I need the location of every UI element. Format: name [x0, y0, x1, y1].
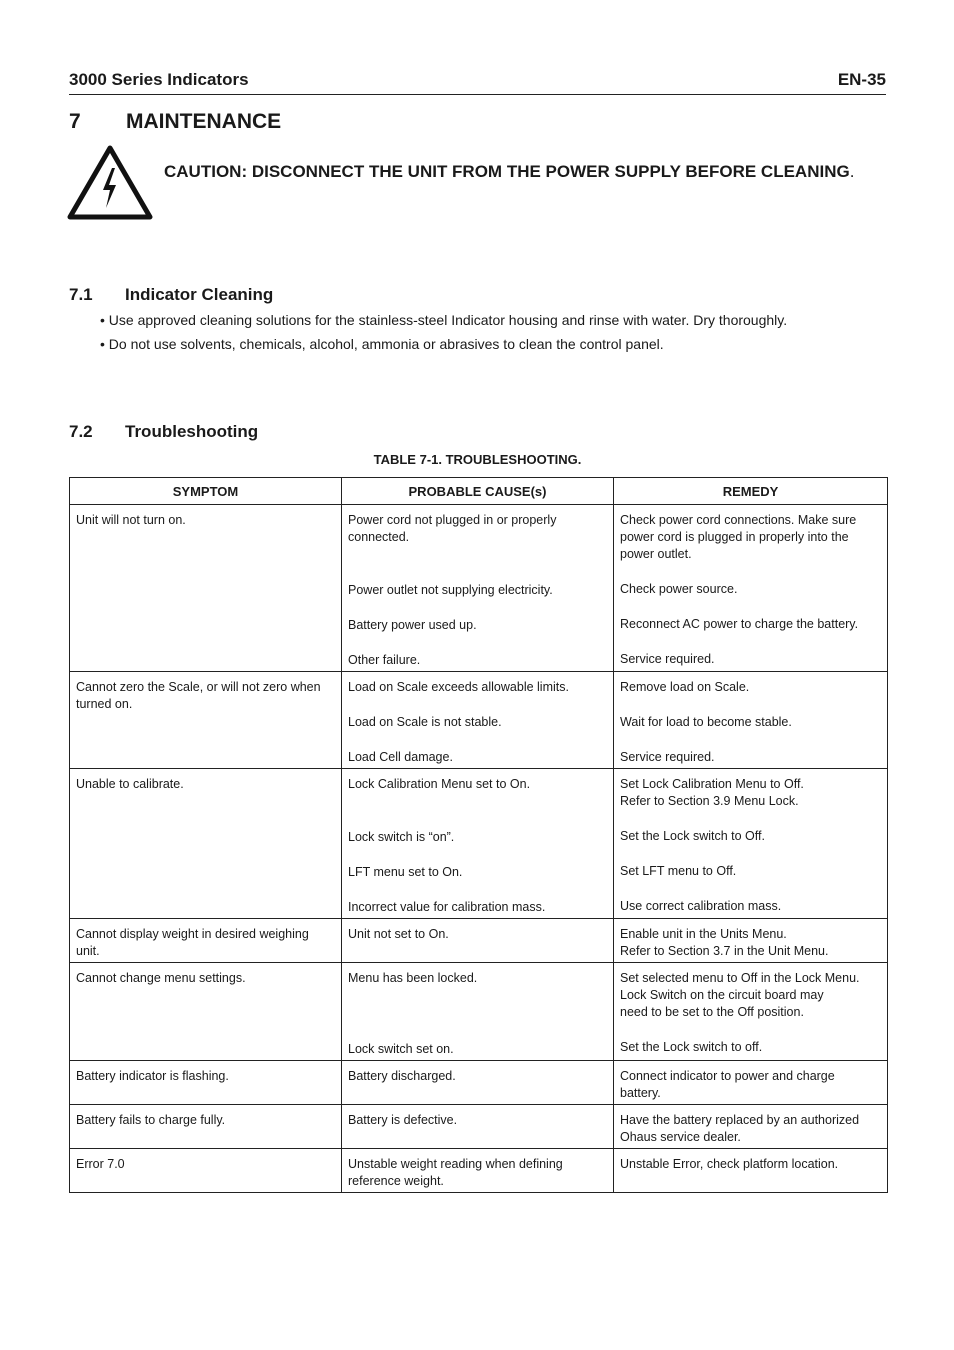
remedy-text: power outlet. [620, 547, 692, 561]
cause-text: Other failure. [348, 653, 421, 667]
section-heading [69, 110, 281, 134]
remedy-text: Have the battery replaced by an authorized [620, 1113, 860, 1127]
symptom-text: Battery indicator is flashing. [76, 1069, 229, 1083]
table-row [70, 1105, 888, 1149]
symptom-text: Battery fails to charge fully. [76, 1113, 226, 1127]
cause-text: Unstable weight reading when defining [348, 1157, 563, 1171]
symptom-text: Unit will not turn on. [76, 513, 186, 527]
table-cell-remedy [614, 505, 888, 672]
table-cell-symptom [70, 1061, 342, 1105]
remedy-text [620, 880, 881, 898]
subsection-number: 7.1 [69, 285, 93, 304]
cause-text [348, 696, 607, 714]
remedy-text: Unstable Error, check platform location. [620, 1157, 839, 1171]
table-cell-cause [342, 769, 614, 919]
remedy-text: Lock Switch on the circuit board may [620, 988, 824, 1002]
remedy-text: Enable unit in the Units Menu. [620, 927, 787, 941]
remedy-text: Remove load on Scale. [620, 680, 750, 694]
cause-text: Lock switch is “on”. [348, 830, 455, 844]
table-cell-symptom [70, 505, 342, 672]
remedy-text: Set LFT menu to Off. [620, 864, 737, 878]
remedy-text [620, 845, 881, 863]
cause-text [348, 731, 607, 749]
subsection-title: Indicator Cleaning [125, 285, 274, 304]
cause-text: Unit not set to On. [348, 927, 449, 941]
table-cell-cause [342, 919, 614, 963]
remedy-text [620, 633, 881, 651]
remedy-text: Connect indicator to power and charge [620, 1069, 835, 1083]
page-header [69, 66, 886, 95]
cause-text [348, 599, 607, 617]
remedy-text: Set Lock Calibration Menu to Off. [620, 777, 804, 791]
symptom-text: Unable to calibrate. [76, 777, 184, 791]
remedy-text: Service required. [620, 750, 715, 764]
cause-text: Load Cell damage. [348, 750, 453, 764]
cause-text: Power outlet not supplying electricity. [348, 583, 553, 597]
remedy-text: Check power cord connections. Make sure [620, 513, 857, 527]
table-row [70, 1061, 888, 1105]
remedy-text: Service required. [620, 652, 715, 666]
cause-text [348, 1023, 607, 1041]
cause-text [348, 564, 607, 582]
symptom-text: unit. [76, 944, 100, 958]
symptom-text: Cannot zero the Scale, or will not zero when [76, 680, 321, 694]
cleaning-bullet-1: • Use approved cleaning solutions for the stainless-steel Indicator housing and rinse with water. Dry thoroughly. [100, 312, 788, 328]
subsection-heading-troubleshooting [69, 422, 258, 442]
cause-text [348, 793, 607, 811]
remedy-text: Use correct calibration mass. [620, 899, 782, 913]
table-cell-remedy [614, 1149, 888, 1193]
table-cell-remedy [614, 919, 888, 963]
table-row [70, 769, 888, 919]
cause-text: Battery power used up. [348, 618, 477, 632]
page-number: EN-35 [837, 70, 886, 89]
cause-text [348, 811, 607, 829]
table-header-row [70, 478, 888, 505]
table-cell-symptom [70, 1149, 342, 1193]
remedy-text [620, 696, 881, 714]
remedy-text: Check power source. [620, 582, 738, 596]
column-header-symptom: SYMPTOM [70, 478, 342, 505]
table-cell-cause [342, 505, 614, 672]
symptom-text: Error 7.0 [76, 1157, 125, 1171]
cause-text: Load on Scale exceeds allowable limits. [348, 680, 569, 694]
cause-text [348, 987, 607, 1005]
table-cell-cause [342, 963, 614, 1061]
troubleshooting-table [69, 477, 888, 1193]
table-cell-cause [342, 1149, 614, 1193]
table-row [70, 505, 888, 672]
remedy-text: Ohaus service dealer. [620, 1130, 741, 1144]
table-cell-symptom [70, 769, 342, 919]
table-row [70, 1149, 888, 1193]
table-cell-cause [342, 672, 614, 769]
cause-text: Lock switch set on. [348, 1042, 454, 1056]
remedy-text: battery. [620, 1086, 661, 1100]
high-voltage-warning-icon [66, 144, 154, 222]
table-cell-remedy [614, 1105, 888, 1149]
table-cell-symptom [70, 919, 342, 963]
remedy-text: Refer to Section 3.7 in the Unit Menu. [620, 944, 829, 958]
cause-text: Power cord not plugged in or properly [348, 513, 557, 527]
cause-text: Battery is defective. [348, 1113, 458, 1127]
table-cell-remedy [614, 1061, 888, 1105]
remedy-text: Set the Lock switch to Off. [620, 829, 765, 843]
remedy-text: Refer to Section 3.9 Menu Lock. [620, 794, 799, 808]
cause-text [348, 546, 607, 564]
table-row [70, 672, 888, 769]
cause-text: LFT menu set to On. [348, 865, 463, 879]
section-number: 7 [69, 110, 81, 133]
cause-text [348, 634, 607, 652]
document-title: 3000 Series Indicators [69, 70, 249, 89]
remedy-text: Set the Lock switch to off. [620, 1040, 763, 1054]
remedy-text [620, 598, 881, 616]
table-cell-symptom [70, 1105, 342, 1149]
symptom-text: Cannot change menu settings. [76, 971, 246, 985]
column-header-remedy: REMEDY [614, 478, 888, 505]
table-cell-cause [342, 1061, 614, 1105]
cause-text [348, 846, 607, 864]
subsection-number: 7.2 [69, 422, 93, 441]
symptom-text: turned on. [76, 697, 133, 711]
column-header-cause: PROBABLE CAUSE(s) [342, 478, 614, 505]
caution-period: . [849, 162, 855, 181]
cause-text [348, 1005, 607, 1023]
table-cell-remedy [614, 769, 888, 919]
symptom-text: Cannot display weight in desired weighing [76, 927, 309, 941]
table-row [70, 919, 888, 963]
remedy-text: power cord is plugged in properly into the [620, 530, 849, 544]
caution-text: CAUTION: DISCONNECT THE UNIT FROM THE POWER SUPPLY BEFORE CLEANING [164, 162, 850, 181]
remedy-text: need to be set to the Off position. [620, 1005, 804, 1019]
cause-text [348, 881, 607, 899]
remedy-text [620, 563, 881, 581]
cause-text: Incorrect value for calibration mass. [348, 900, 546, 914]
cause-text: reference weight. [348, 1174, 444, 1188]
table-cell-cause [342, 1105, 614, 1149]
table-caption: TABLE 7-1. TROUBLESHOOTING. [373, 452, 582, 467]
remedy-text: Wait for load to become stable. [620, 715, 792, 729]
caution-notice [164, 162, 854, 182]
cleaning-bullet-2: • Do not use solvents, chemicals, alcohol, ammonia or abrasives to clean the control panel. [100, 336, 664, 352]
table-cell-symptom [70, 672, 342, 769]
remedy-text [620, 731, 881, 749]
subsection-title: Troubleshooting [125, 422, 259, 441]
table-cell-symptom [70, 963, 342, 1061]
table-cell-remedy [614, 963, 888, 1061]
table-cell-remedy [614, 672, 888, 769]
subsection-heading-cleaning [69, 285, 273, 305]
remedy-text [620, 810, 881, 828]
cause-text: Battery discharged. [348, 1069, 456, 1083]
cause-text: connected. [348, 530, 410, 544]
cause-text: Menu has been locked. [348, 971, 478, 985]
remedy-text [620, 1021, 881, 1039]
remedy-text: Set selected menu to Off in the Lock Menu. [620, 971, 860, 985]
table-row [70, 963, 888, 1061]
section-title: MAINTENANCE [126, 110, 282, 133]
remedy-text: Reconnect AC power to charge the battery. [620, 617, 859, 631]
cause-text: Load on Scale is not stable. [348, 715, 502, 729]
cause-text: Lock Calibration Menu set to On. [348, 777, 531, 791]
